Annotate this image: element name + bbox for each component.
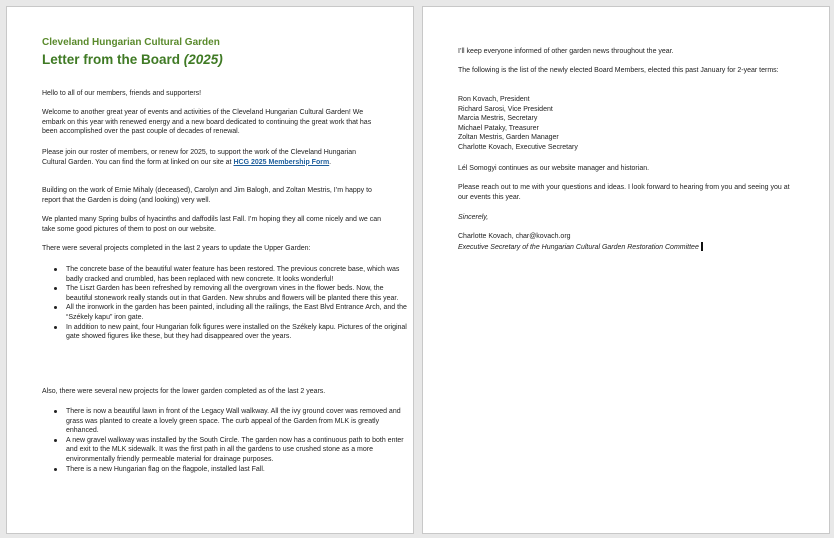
list-item: Zoltan Mestris, Garden Manager — [458, 134, 559, 142]
letter-title — [42, 52, 223, 67]
list-item: In addition to new paint, four Hungarian folk figures were installed on the Székely kapu. Pictures of the original gate showed figures like these, but they had disappeared over the years. — [66, 323, 411, 342]
board-intro: The following is the list of the newly elected Board Members, elected this past January for 2-year terms: — [458, 67, 779, 74]
list-item: The concrete base of the beautiful water feature has been restored. The previous concrete base, which was badly cracked and crumbled, has been replaced with new concrete. It looks wonderful! — [66, 265, 411, 284]
list-item: Richard Sarosi, Vice President — [458, 105, 553, 113]
text-cursor — [701, 242, 703, 251]
reach-out-paragraph: Please reach out to me with your questions and ideas. I look forward to hearing from you and seeing you at our events this year. — [458, 184, 790, 201]
list-item: Marcia Mestris, Secretary — [458, 115, 538, 123]
list-item: There is now a beautiful lawn in front of the Legacy Wall walkway. All the ivy ground cover was removed and grass was planted to create a lovely green space. The curb appeal of the Garden from MLK is greatly enhanced. — [66, 407, 411, 436]
document-page-2 — [422, 6, 830, 534]
membership-form-link[interactable]: HCG 2025 Membership Form — [233, 158, 330, 166]
webmanager-paragraph: Lél Somogyi continues as our website manager and historian. — [458, 165, 650, 172]
organization-name: Cleveland Hungarian Cultural Garden — [42, 37, 220, 48]
list-item: A new gravel walkway was installed by the South Circle. The garden now has a continuous path to both enter and exit to the MLK sidewalk. It was the first path in all the gardens to use crushed stone as a more environmentally friendly permeable material for drainage purposes. — [66, 436, 411, 465]
membership-end: . — [329, 158, 332, 166]
title-year: (2025) — [183, 52, 223, 67]
list-item: There is a new Hungarian flag on the flagpole, installed last Fall. — [66, 465, 411, 475]
list-item: Michael Pataky, Treasurer — [458, 124, 539, 132]
membership-text: Please join our roster of members, or renew for 2025, to support the work of the Cleveland Hungarian Cultural Garden. You can find the form at linked on our site at — [42, 149, 356, 166]
bulbs-paragraph: We planted many Spring bulbs of hyacinths and daffodils last Fall. I’m hoping they all come nicely and we can take some good pictures of them to post on our website. — [42, 216, 382, 233]
building-paragraph: Building on the work of Ernie Mihaly (deceased), Carolyn and Jim Balogh, and Zoltan Mestris, I’m happy to report that the Garden is doing (and looking) very well. — [42, 187, 372, 204]
signer-title: Executive Secretary of the Hungarian Cultural Garden Restoration Committee — [458, 244, 699, 251]
signer-title-line — [458, 242, 818, 253]
signer-name: Charlotte Kovach, char@kovach.org — [458, 233, 571, 240]
lower-garden-intro: Also, there were several new projects for the lower garden completed as of the last 2 years. — [42, 388, 326, 395]
upper-garden-intro: There were several projects completed in the last 2 years to update the Upper Garden: — [42, 245, 311, 252]
upper-garden-list — [42, 265, 411, 342]
membership-paragraph — [42, 148, 382, 167]
welcome-paragraph: Welcome to another great year of events and activities of the Cleveland Hungarian Cultural Garden! We embark on this year with renewed energy and a new board dedicated to continuing the great work that has been accomplished over the past couple of decades of renewal. — [42, 109, 372, 136]
news-paragraph: I’ll keep everyone informed of other garden news throughout the year. — [458, 48, 674, 55]
list-item: Ron Kovach, President — [458, 96, 530, 103]
closing: Sincerely, — [458, 214, 489, 221]
lower-garden-list — [42, 407, 411, 474]
title-text: Letter from the Board — [42, 52, 181, 67]
list-item: All the ironwork in the garden has been painted, including all the railings, the East Blvd Entrance Arch, and the “Székely kapu” iron gate. — [66, 303, 411, 322]
list-item: Charlotte Kovach, Executive Secretary — [458, 143, 578, 151]
board-list — [458, 95, 798, 153]
list-item: The Liszt Garden has been refreshed by removing all the overgrown vines in the flower beds. Now, the beautiful stonework really stands out in that Garden. New shrubs and flowers will be planted there this year. — [66, 284, 411, 303]
document-page-1 — [6, 6, 414, 534]
greeting: Hello to all of our members, friends and supporters! — [42, 90, 202, 97]
